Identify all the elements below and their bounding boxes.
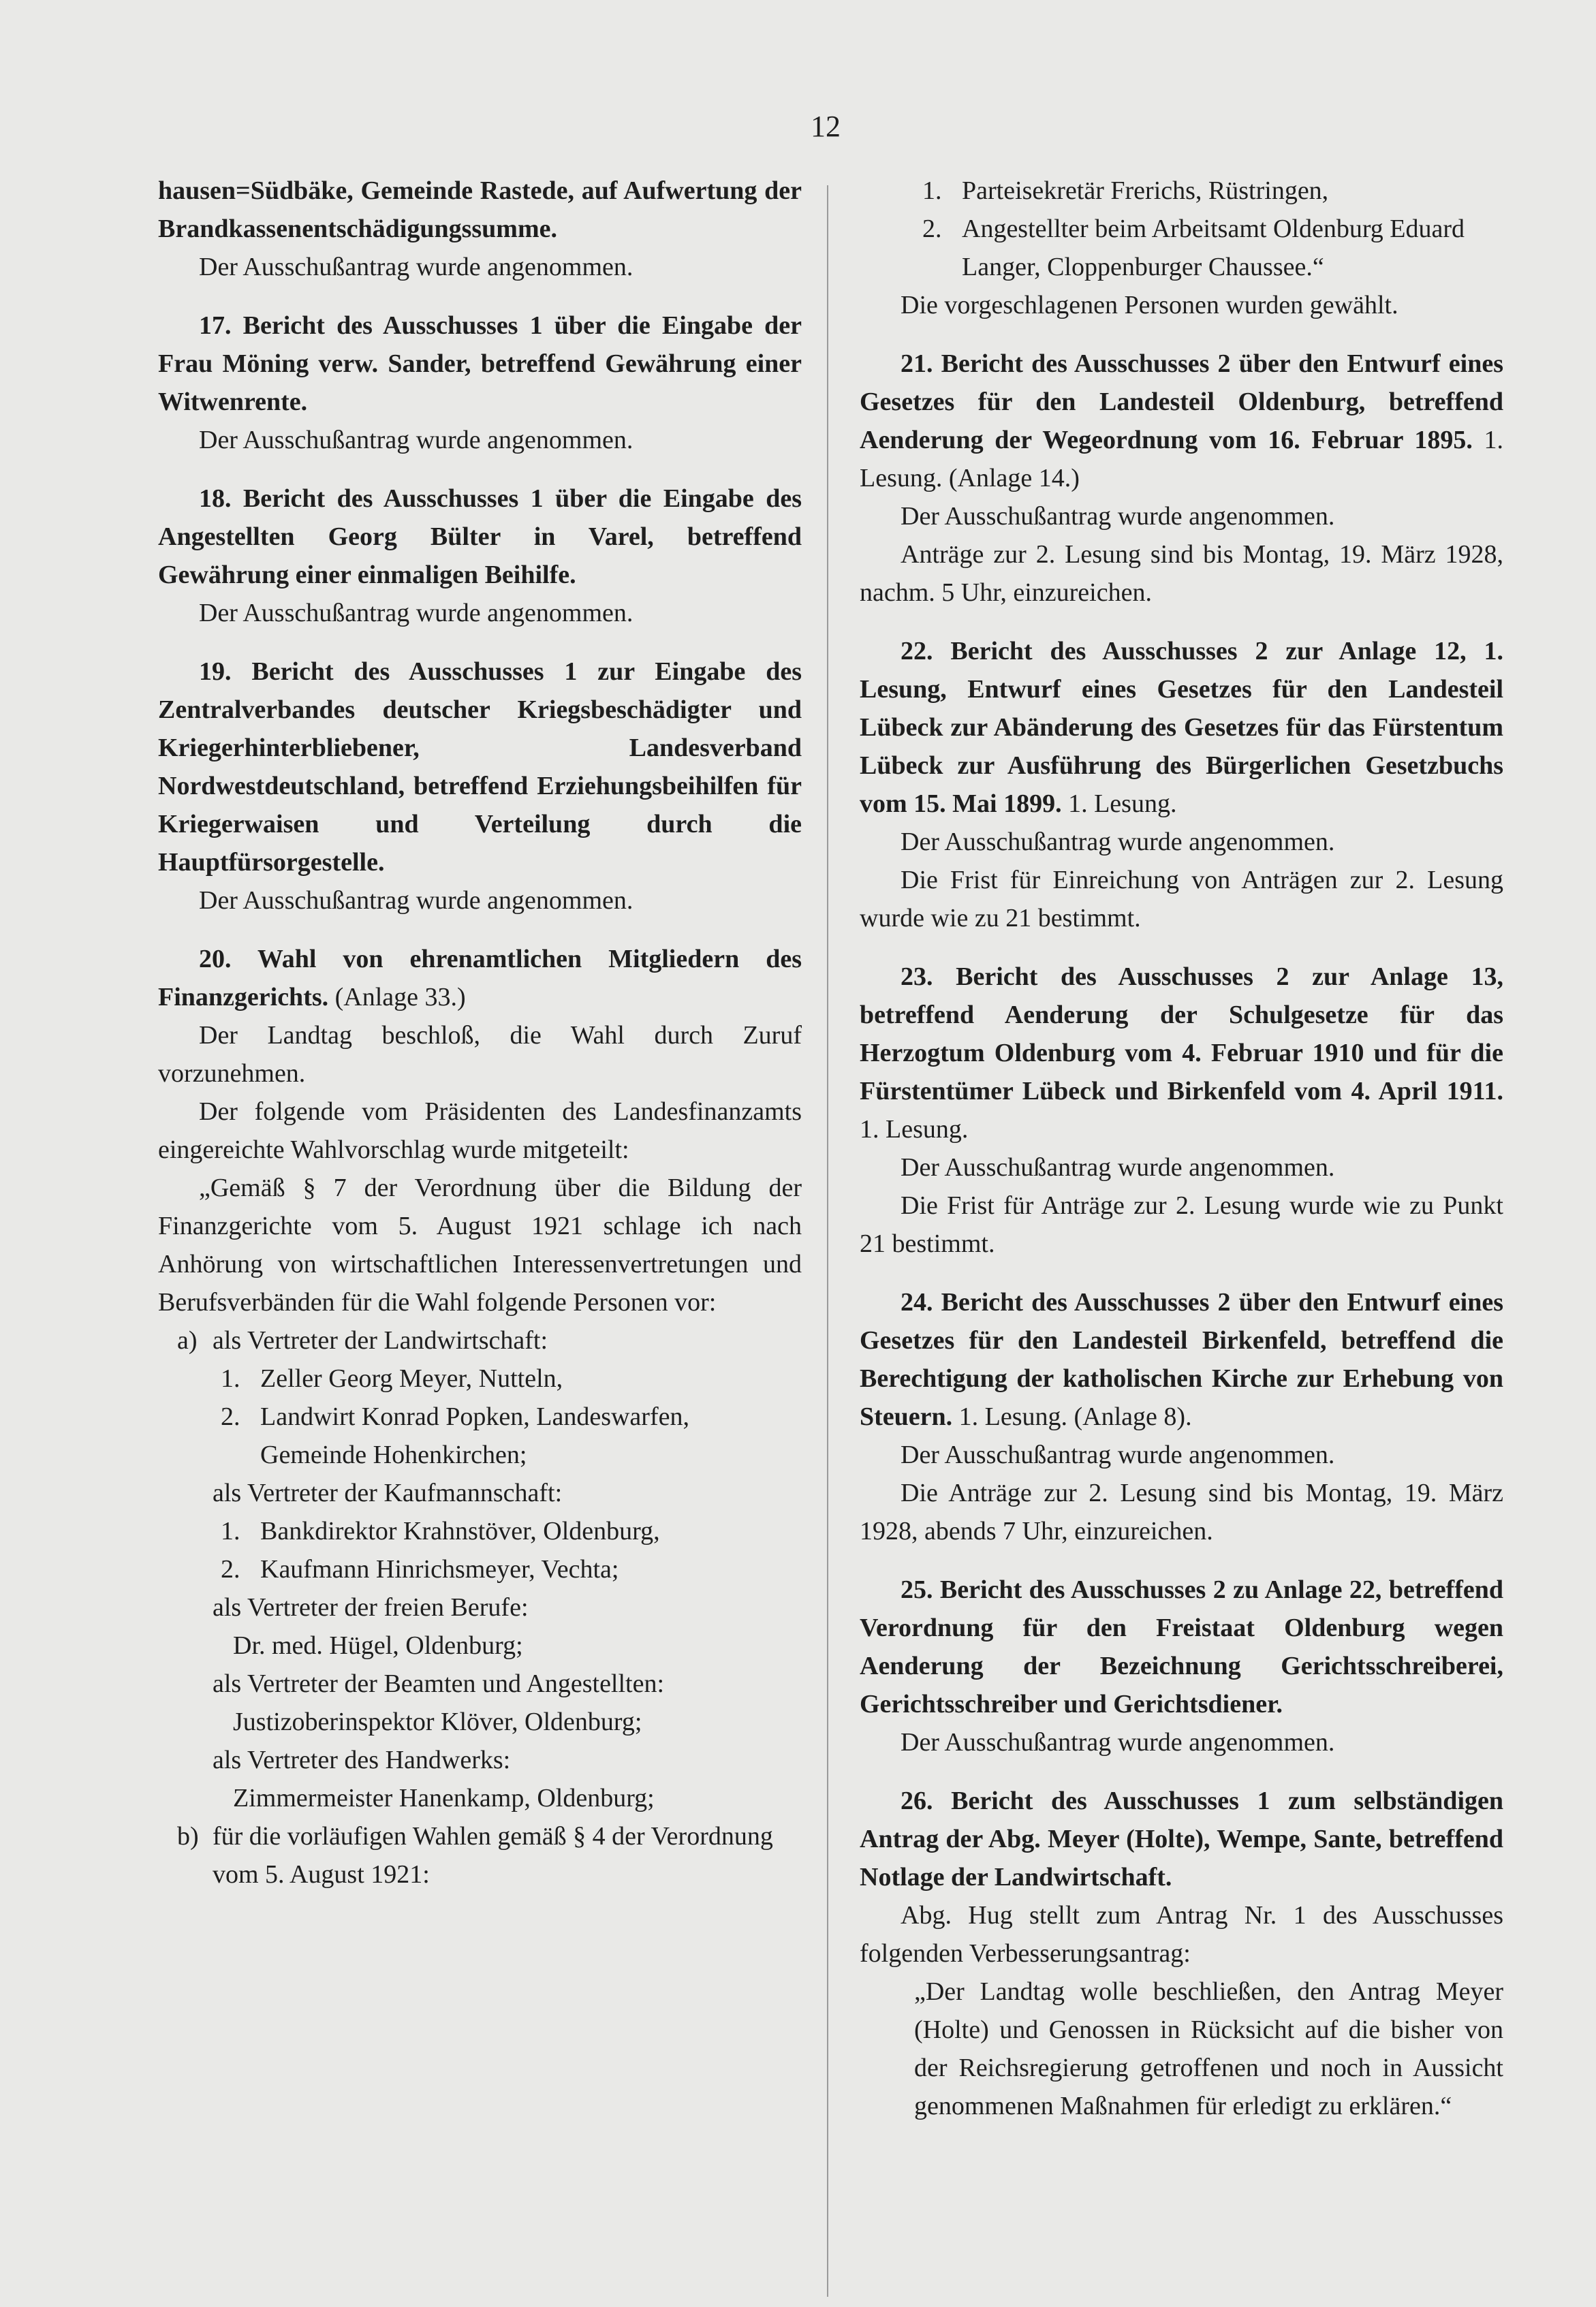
list-item bbox=[158, 1665, 802, 1703]
list-item bbox=[158, 1588, 802, 1627]
paragraph bbox=[158, 1093, 802, 1169]
agenda-item bbox=[860, 632, 1503, 823]
paragraph bbox=[860, 1436, 1503, 1474]
list-item-text: Landwirt Konrad Popken, Landeswarfen, Gemeinde Hohenkirchen; bbox=[260, 1402, 689, 1469]
list-item-text: als Vertreter des Handwerks: bbox=[213, 1746, 511, 1774]
list-item-text: als Vertreter der Beamten und Angestellten: bbox=[213, 1669, 665, 1698]
agenda-item bbox=[158, 653, 802, 881]
agenda-item-title: 20. Wahl von ehrenamtlichen Mitgliedern des Finanzgerichts. bbox=[158, 945, 802, 1011]
list-marker: 1. bbox=[922, 176, 942, 205]
list-item bbox=[158, 1512, 802, 1550]
paragraph-text: Abg. Hug stellt zum Antrag Nr. 1 des Ausschusses folgenden Verbesserungsantrag: bbox=[860, 1901, 1503, 1968]
list-item bbox=[158, 1703, 802, 1741]
list-marker: b) bbox=[177, 1822, 199, 1851]
list-item-text: „Der Landtag wolle beschließen, den Antrag Meyer (Holte) und Genossen in Rücksicht auf die bisher von der Reichsregierung getroffenen und noch in Aussicht genommenen Maßnahmen für erledigt zu erklären.“ bbox=[914, 1977, 1503, 2120]
agenda-item-title: 24. Bericht des Ausschusses 2 über den Entwurf eines Gesetzes für den Landesteil Birkenfeld, betreffend die Berechtigung der katholischen Kirche zur Erhebung von Steuern. bbox=[860, 1288, 1503, 1431]
list-item-text: als Vertreter der Landwirtschaft: bbox=[213, 1326, 548, 1355]
paragraph bbox=[860, 535, 1503, 612]
list-item bbox=[158, 1321, 802, 1360]
list-item-text: Dr. med. Hügel, Oldenburg; bbox=[233, 1631, 523, 1660]
agenda-item bbox=[158, 480, 802, 594]
list-item bbox=[158, 1779, 802, 1817]
agenda-item-title: hausen=Südbäke, Gemeinde Rastede, auf Aufwertung der Brandkassenentschädigungssumme. bbox=[158, 176, 802, 243]
list-marker: 1. bbox=[221, 1364, 240, 1393]
agenda-item-title: 19. Bericht des Ausschusses 1 zur Eingabe des Zentralverbandes deutscher Kriegsbeschädigter und Kriegerhinterbliebener, Landesverband Nordwestdeutschland, betreffend Erziehungsbeihilfen für Kriegerwaisen und Verteilung durch die Hauptfürsorgestelle. bbox=[158, 657, 802, 877]
agenda-item bbox=[860, 1782, 1503, 1896]
agenda-item bbox=[860, 1283, 1503, 1436]
paragraph-text: Der Ausschußantrag wurde angenommen. bbox=[901, 828, 1335, 856]
agenda-item bbox=[158, 940, 802, 1016]
paragraph bbox=[158, 248, 802, 286]
list-item-text: für die vorläufigen Wahlen gemäß § 4 der Verordnung vom 5. August 1921: bbox=[213, 1822, 773, 1889]
paragraph bbox=[158, 1169, 802, 1321]
list-item bbox=[158, 1398, 802, 1474]
paragraph-text: Die Frist für Einreichung von Anträgen zur 2. Lesung wurde wie zu 21 bestimmt. bbox=[860, 866, 1503, 932]
paragraph-text: Die Anträge zur 2. Lesung sind bis Montag, 19. März 1928, abends 7 Uhr, einzureichen. bbox=[860, 1479, 1503, 1545]
paragraph-text: Der Ausschußantrag wurde angenommen. bbox=[901, 1153, 1335, 1182]
agenda-item bbox=[860, 1571, 1503, 1723]
paragraph-text: Der folgende vom Präsidenten des Landesfinanzamts eingereichte Wahlvorschlag wurde mitgeteilt: bbox=[158, 1097, 802, 1164]
list-item bbox=[158, 1627, 802, 1665]
paragraph bbox=[860, 1187, 1503, 1263]
list-item-text: Justizoberinspektor Klöver, Oldenburg; bbox=[233, 1708, 642, 1736]
paragraph-text: 1. Lesung. bbox=[1061, 789, 1177, 818]
paragraph bbox=[860, 861, 1503, 937]
paragraph bbox=[860, 1723, 1503, 1761]
paragraph-text: 1. Lesung. (Anlage 8). bbox=[952, 1402, 1192, 1431]
list-item-text: Zeller Georg Meyer, Nutteln, bbox=[260, 1364, 563, 1393]
list-item-text: als Vertreter der freien Berufe: bbox=[213, 1593, 529, 1622]
paragraph-text: Die vorgeschlagenen Personen wurden gewählt. bbox=[901, 291, 1398, 319]
column-divider bbox=[827, 185, 828, 2297]
list-item-text: Kaufmann Hinrichsmeyer, Vechta; bbox=[260, 1555, 619, 1584]
list-item-text: als Vertreter der Kaufmannschaft: bbox=[213, 1479, 563, 1507]
agenda-item-title: 26. Bericht des Ausschusses 1 zum selbständigen Antrag der Abg. Meyer (Holte), Wempe, Sante, betreffend Notlage der Landwirtschaft. bbox=[860, 1787, 1503, 1892]
list-item bbox=[158, 1550, 802, 1588]
list-item-text: Bankdirektor Krahnstöver, Oldenburg, bbox=[260, 1517, 660, 1545]
list-item bbox=[158, 1360, 802, 1398]
paragraph-text: Der Ausschußantrag wurde angenommen. bbox=[901, 1441, 1335, 1469]
list-item bbox=[158, 1741, 802, 1779]
list-item bbox=[158, 1817, 802, 1894]
agenda-item bbox=[158, 172, 802, 248]
paragraph-text: Der Landtag beschloß, die Wahl durch Zuruf vorzunehmen. bbox=[158, 1021, 802, 1088]
list-item bbox=[860, 1973, 1503, 2125]
paragraph bbox=[860, 1896, 1503, 1973]
paragraph bbox=[158, 594, 802, 632]
paragraph-text: Die Frist für Anträge zur 2. Lesung wurde wie zu Punkt 21 bestimmt. bbox=[860, 1191, 1503, 1258]
paragraph-text: Der Ausschußantrag wurde angenommen. bbox=[199, 426, 633, 454]
paragraph-text: 1. Lesung. bbox=[860, 1115, 969, 1144]
paragraph bbox=[860, 497, 1503, 535]
right-column bbox=[860, 172, 1503, 2125]
list-item-text: Angestellter beim Arbeitsamt Oldenburg Eduard Langer, Cloppenburger Chaussee.“ bbox=[962, 215, 1465, 281]
paragraph-text: Der Ausschußantrag wurde angenommen. bbox=[901, 1728, 1335, 1757]
paragraph-text: Der Ausschußantrag wurde angenommen. bbox=[199, 599, 633, 627]
agenda-item-title: 21. Bericht des Ausschusses 2 über den Entwurf eines Gesetzes für den Landesteil Oldenburg, betreffend Aenderung der Wegeordnung vom 16. Februar 1895. bbox=[860, 349, 1503, 454]
paragraph-text: Der Ausschußantrag wurde angenommen. bbox=[199, 886, 633, 915]
paragraph bbox=[860, 1474, 1503, 1550]
paragraph bbox=[158, 421, 802, 459]
left-column bbox=[158, 172, 802, 1894]
list-item bbox=[860, 210, 1503, 286]
paragraph-text: Der Ausschußantrag wurde angenommen. bbox=[901, 502, 1335, 531]
paragraph bbox=[860, 286, 1503, 324]
paragraph bbox=[158, 1016, 802, 1093]
paragraph-text: 1. Lesung. (Anlage 14.) bbox=[860, 426, 1504, 492]
list-item-text: Zimmermeister Hanenkamp, Oldenburg; bbox=[233, 1784, 655, 1812]
agenda-item-title: 25. Bericht des Ausschusses 2 zu Anlage 22, betreffend Verordnung für den Freistaat Oldenburg wegen Aenderung der Bezeichnung Gerichtsschreiberei, Gerichtsschreiber und Gerichtsdiener. bbox=[860, 1575, 1503, 1719]
agenda-item bbox=[860, 345, 1503, 497]
list-marker: 2. bbox=[221, 1555, 240, 1584]
list-item-text: Parteisekretär Frerichs, Rüstringen, bbox=[962, 176, 1329, 205]
paragraph-text: Der Ausschußantrag wurde angenommen. bbox=[199, 253, 633, 281]
agenda-item bbox=[860, 958, 1503, 1148]
list-marker: 2. bbox=[922, 215, 942, 243]
agenda-item-title: 17. Bericht des Ausschusses 1 über die Eingabe der Frau Möning verw. Sander, betreffend Gewährung einer Witwenrente. bbox=[158, 311, 802, 416]
paragraph-text: „Gemäß § 7 der Verordnung über die Bildung der Finanzgerichte vom 5. August 1921 schlage ich nach Anhörung von wirtschaftlichen Interessenvertretungen und Berufsverbänden für die Wahl folgende Personen vor: bbox=[158, 1174, 802, 1317]
list-marker: a) bbox=[177, 1326, 198, 1355]
paragraph bbox=[158, 881, 802, 920]
list-marker: 2. bbox=[221, 1402, 240, 1431]
paragraph-text: Anträge zur 2. Lesung sind bis Montag, 19. März 1928, nachm. 5 Uhr, einzureichen. bbox=[860, 540, 1503, 607]
paragraph bbox=[860, 823, 1503, 861]
list-item bbox=[158, 1474, 802, 1512]
list-item bbox=[860, 172, 1503, 210]
agenda-item bbox=[158, 307, 802, 421]
paragraph bbox=[860, 1148, 1503, 1187]
agenda-item-title: 18. Bericht des Ausschusses 1 über die Eingabe des Angestellten Georg Bülter in Varel, betreffend Gewährung einer einmaligen Beihilfe. bbox=[158, 484, 802, 589]
list-marker: 1. bbox=[221, 1517, 240, 1545]
agenda-item-title: 22. Bericht des Ausschusses 2 zur Anlage 12, 1. Lesung, Entwurf eines Gesetzes für den Landesteil Lübeck zur Abänderung des Gesetzes für das Fürstentum Lübeck zur Ausführung des Bürgerlichen Gesetzbuchs vom 15. Mai 1899. bbox=[860, 637, 1503, 818]
agenda-item-title: 23. Bericht des Ausschusses 2 zur Anlage 13, betreffend Aenderung der Schulgesetze für das Herzogtum Oldenburg vom 4. Februar 1910 und für die Fürstentümer Lübeck und Birkenfeld vom 4. April 1911. bbox=[860, 962, 1503, 1105]
page-number: 12 bbox=[811, 110, 841, 143]
paragraph-text: (Anlage 33.) bbox=[328, 983, 466, 1011]
